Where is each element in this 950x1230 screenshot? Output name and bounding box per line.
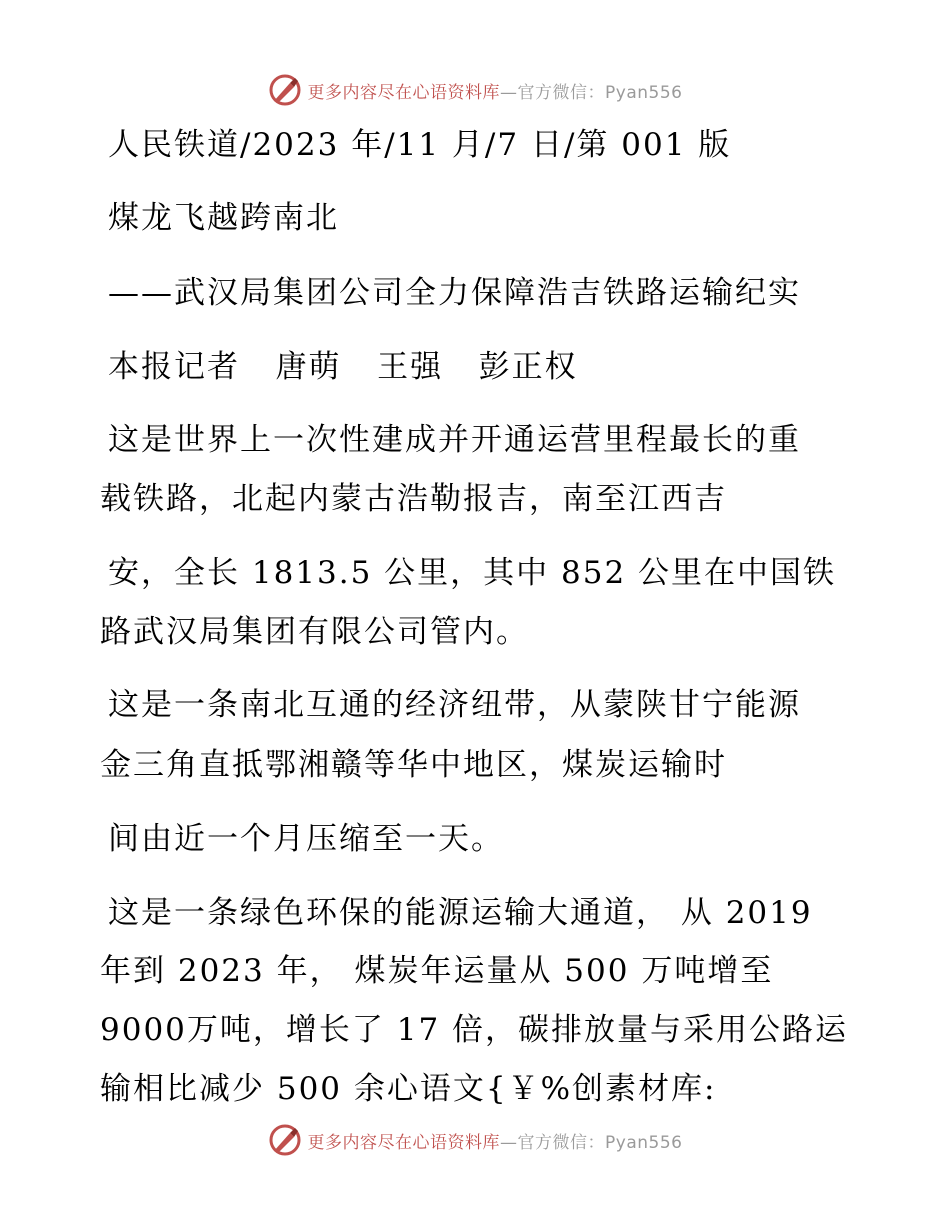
paragraph-line: 载铁路，北起内蒙古浩勒报吉，南至江西吉 — [100, 481, 727, 517]
watermark-footer — [0, 1120, 950, 1160]
pen-logo-icon — [268, 73, 302, 107]
paragraph-line: 金三角直抵鄂湘赣等华中地区，煤炭运输时 — [100, 747, 727, 783]
watermark-sub: —官方微信：Pyan556 — [500, 82, 683, 103]
paragraph-line: 安，全长 1813.5 公里，其中 852 公里在中国铁 — [108, 555, 837, 591]
paragraph-line: 间由近一个月压缩至一天。 — [108, 821, 504, 857]
article-header: 人民铁道/2023 年/11 月/7 日/第 001 版 — [108, 127, 732, 163]
article-subtitle: ——武汉局集团公司全力保障浩吉铁路运输纪实 — [108, 275, 801, 311]
paragraph-line: 这是一条绿色环保的能源运输大通道， 从 2019 — [108, 895, 813, 931]
watermark-sub: —官方微信：Pyan556 — [500, 1132, 683, 1153]
pen-logo-icon — [268, 1123, 302, 1157]
watermark-main: 更多内容尽在心语资料库 — [307, 1132, 501, 1153]
watermark-header — [0, 70, 950, 110]
watermark-main: 更多内容尽在心语资料库 — [307, 82, 501, 103]
paragraph-line: 路武汉局集团有限公司管内。 — [100, 614, 529, 650]
article-byline: 本报记者 唐萌 王强 彭正权 — [108, 349, 578, 385]
paragraph-line: 这是世界上一次性建成并开通运营里程最长的重 — [108, 422, 801, 458]
watermark-text — [308, 1128, 683, 1153]
watermark-text — [308, 78, 683, 103]
paragraph-line: 年到 2023 年， 煤炭年运量从 500 万吨增至 — [100, 953, 774, 989]
article-title: 煤龙飞越跨南北 — [108, 200, 339, 236]
paragraph-line: 输相比减少 500 余心语文{￥%创素材库: — [100, 1071, 717, 1107]
paragraph-line: 9000万吨，增长了 17 倍，碳排放量与采用公路运 — [100, 1012, 849, 1048]
paragraph-line: 这是一条南北互通的经济纽带，从蒙陕甘宁能源 — [108, 687, 801, 723]
